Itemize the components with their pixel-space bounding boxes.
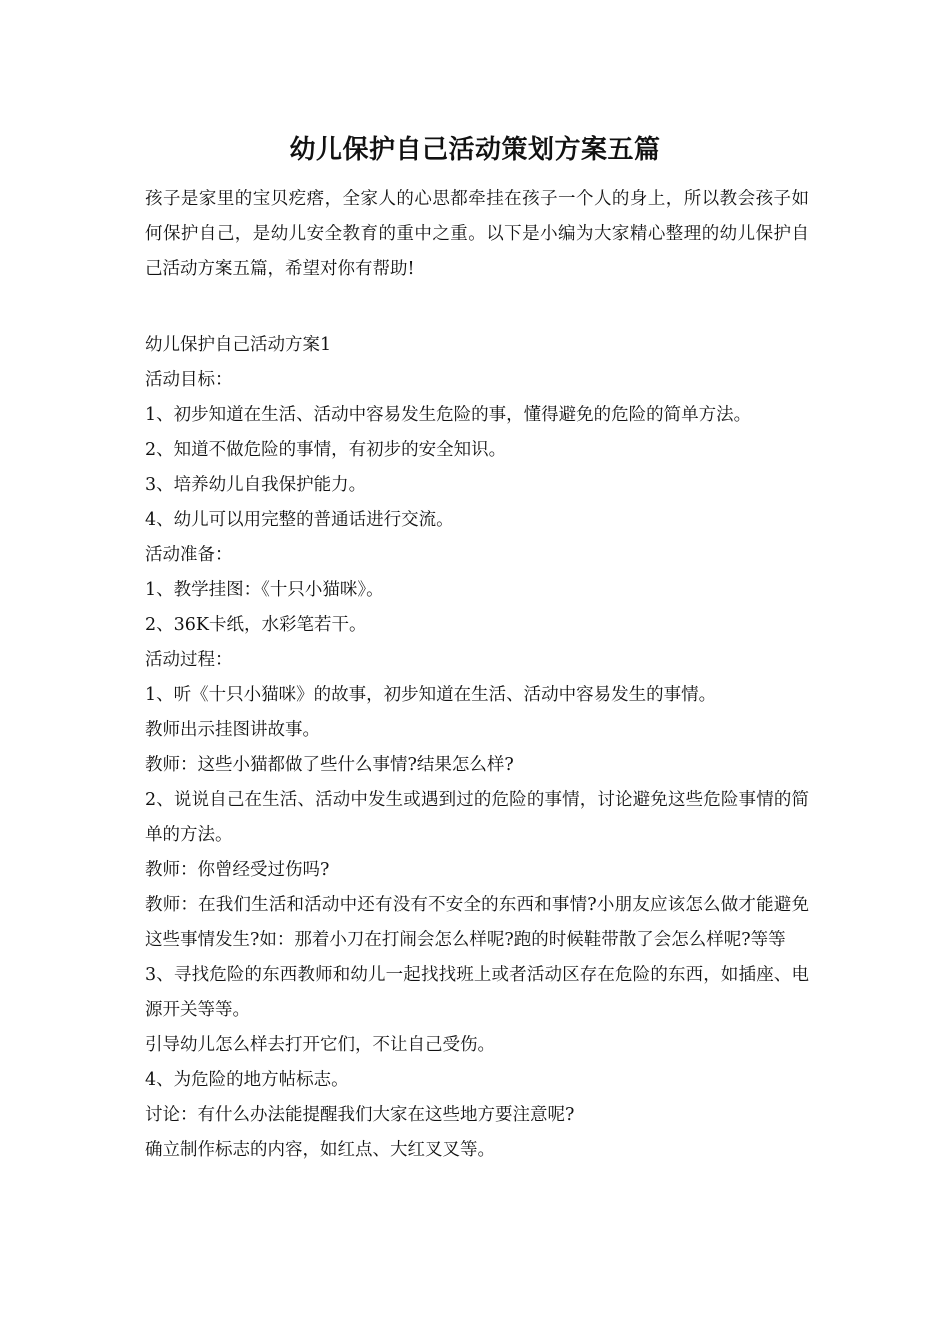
body-line: 4、为危险的地方帖标志。 bbox=[145, 1070, 349, 1090]
subheading-goals: 活动目标： bbox=[145, 370, 233, 390]
subheading-process: 活动过程： bbox=[145, 650, 233, 670]
body-line: 教师出示挂图讲故事。 bbox=[145, 720, 320, 740]
body-line: 讨论：有什么办法能提醒我们大家在这些地方要注意呢? bbox=[145, 1105, 575, 1125]
body-line: 3、寻找危险的东西教师和幼儿一起找找班上或者活动区存在危险的东西，如插座、电源开关等等。 bbox=[145, 965, 809, 1020]
body-line: 确立制作标志的内容，如红点、大红叉叉等。 bbox=[145, 1140, 495, 1160]
body-line: 2、知道不做危险的事情，有初步的安全知识。 bbox=[145, 440, 507, 460]
subheading-preparation: 活动准备： bbox=[145, 545, 233, 565]
document-body bbox=[145, 328, 809, 1168]
section-heading: 幼儿保护自己活动方案1 bbox=[145, 335, 332, 355]
body-line: 1、听《十只小猫咪》的故事，初步知道在生活、活动中容易发生的事情。 bbox=[145, 685, 717, 705]
body-line: 4、幼儿可以用完整的普通话进行交流。 bbox=[145, 510, 454, 530]
body-line: 教师：这些小猫都做了些什么事情?结果怎么样? bbox=[145, 755, 514, 775]
body-line: 1、初步知道在生活、活动中容易发生危险的事，懂得避免的危险的简单方法。 bbox=[145, 405, 752, 425]
body-line: 教师：在我们生活和活动中还有没有不安全的东西和事情?小朋友应该怎么做才能避免这些事情发生?如：那着小刀在打闹会怎么样呢?跑的时候鞋带散了会怎么样呢?等等 bbox=[145, 895, 809, 950]
body-line: 2、36K卡纸，水彩笔若干。 bbox=[145, 615, 367, 635]
body-line: 1、教学挂图：《十只小猫咪》。 bbox=[145, 580, 384, 600]
body-line: 3、培养幼儿自我保护能力。 bbox=[145, 475, 367, 495]
body-line: 教师：你曾经受过伤吗? bbox=[145, 860, 330, 880]
body-line: 引导幼儿怎么样去打开它们，不让自己受伤。 bbox=[145, 1035, 495, 1055]
body-line: 2、说说自己在生活、活动中发生或遇到过的危险的事情，讨论避免这些危险事情的简单的方法。 bbox=[145, 790, 809, 845]
intro-paragraph: 孩子是家里的宝贝疙瘩，全家人的心思都牵挂在孩子一个人的身上，所以教会孩子如何保护自己，是幼儿安全教育的重中之重。以下是小编为大家精心整理的幼儿保护自己活动方案五篇，希望对你有帮助! bbox=[145, 189, 809, 279]
document-title: 幼儿保护自己活动策划方案五篇 bbox=[289, 135, 661, 165]
